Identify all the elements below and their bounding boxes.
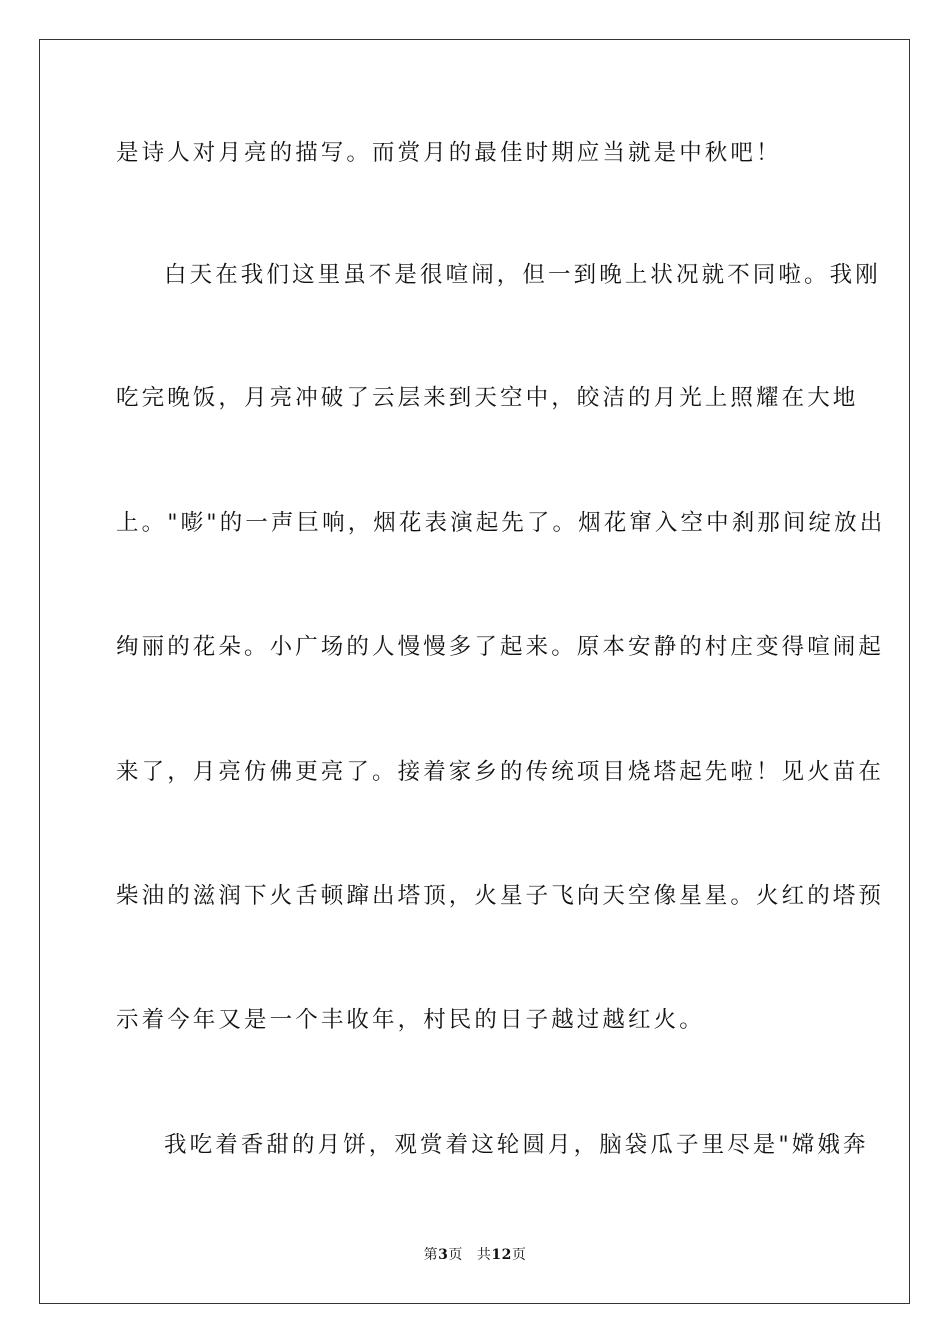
footer-page-number: 3 — [438, 1247, 449, 1263]
text-line-6: 来了，月亮仿佛更亮了。接着家乡的传统项目烧塔起先啦！见火苗在 — [116, 759, 885, 785]
text-line-2: 白天在我们这里虽不是很喧闹，但一到晚上状况就不同啦。我刚 — [164, 262, 881, 288]
text-line-3: 吃完晚饭，月亮冲破了云层来到天空中，皎洁的月光上照耀在大地 — [116, 385, 859, 411]
page-footer — [0, 1246, 950, 1264]
footer-page-suffix: 页 — [448, 1247, 463, 1263]
text-line-5: 绚丽的花朵。小广场的人慢慢多了起来。原本安静的村庄变得喧闹起 — [116, 634, 885, 660]
text-line-7: 柴油的滋润下火舌顿蹿出塔顶，火星子飞向天空像星星。火红的塔预 — [116, 883, 885, 909]
footer-total-prefix: 共 — [476, 1247, 492, 1263]
footer-total-suffix: 页 — [511, 1247, 527, 1263]
text-line-8: 示着今年又是一个丰收年，村民的日子越过越红火。 — [116, 1007, 705, 1033]
footer-page-prefix: 第 — [423, 1247, 439, 1263]
text-line-4: 上。"嘭"的一声巨响，烟花表演起先了。烟花窜入空中刹那间绽放出 — [116, 510, 886, 536]
page-frame — [39, 39, 910, 1304]
footer-total-pages: 12 — [491, 1247, 512, 1263]
text-line-9: 我吃着香甜的月饼，观赏着这轮圆月，脑袋瓜子里尽是"嫦娥奔 — [164, 1132, 869, 1158]
text-line-1: 是诗人对月亮的描写。而赏月的最佳时期应当就是中秋吧！ — [116, 140, 782, 166]
